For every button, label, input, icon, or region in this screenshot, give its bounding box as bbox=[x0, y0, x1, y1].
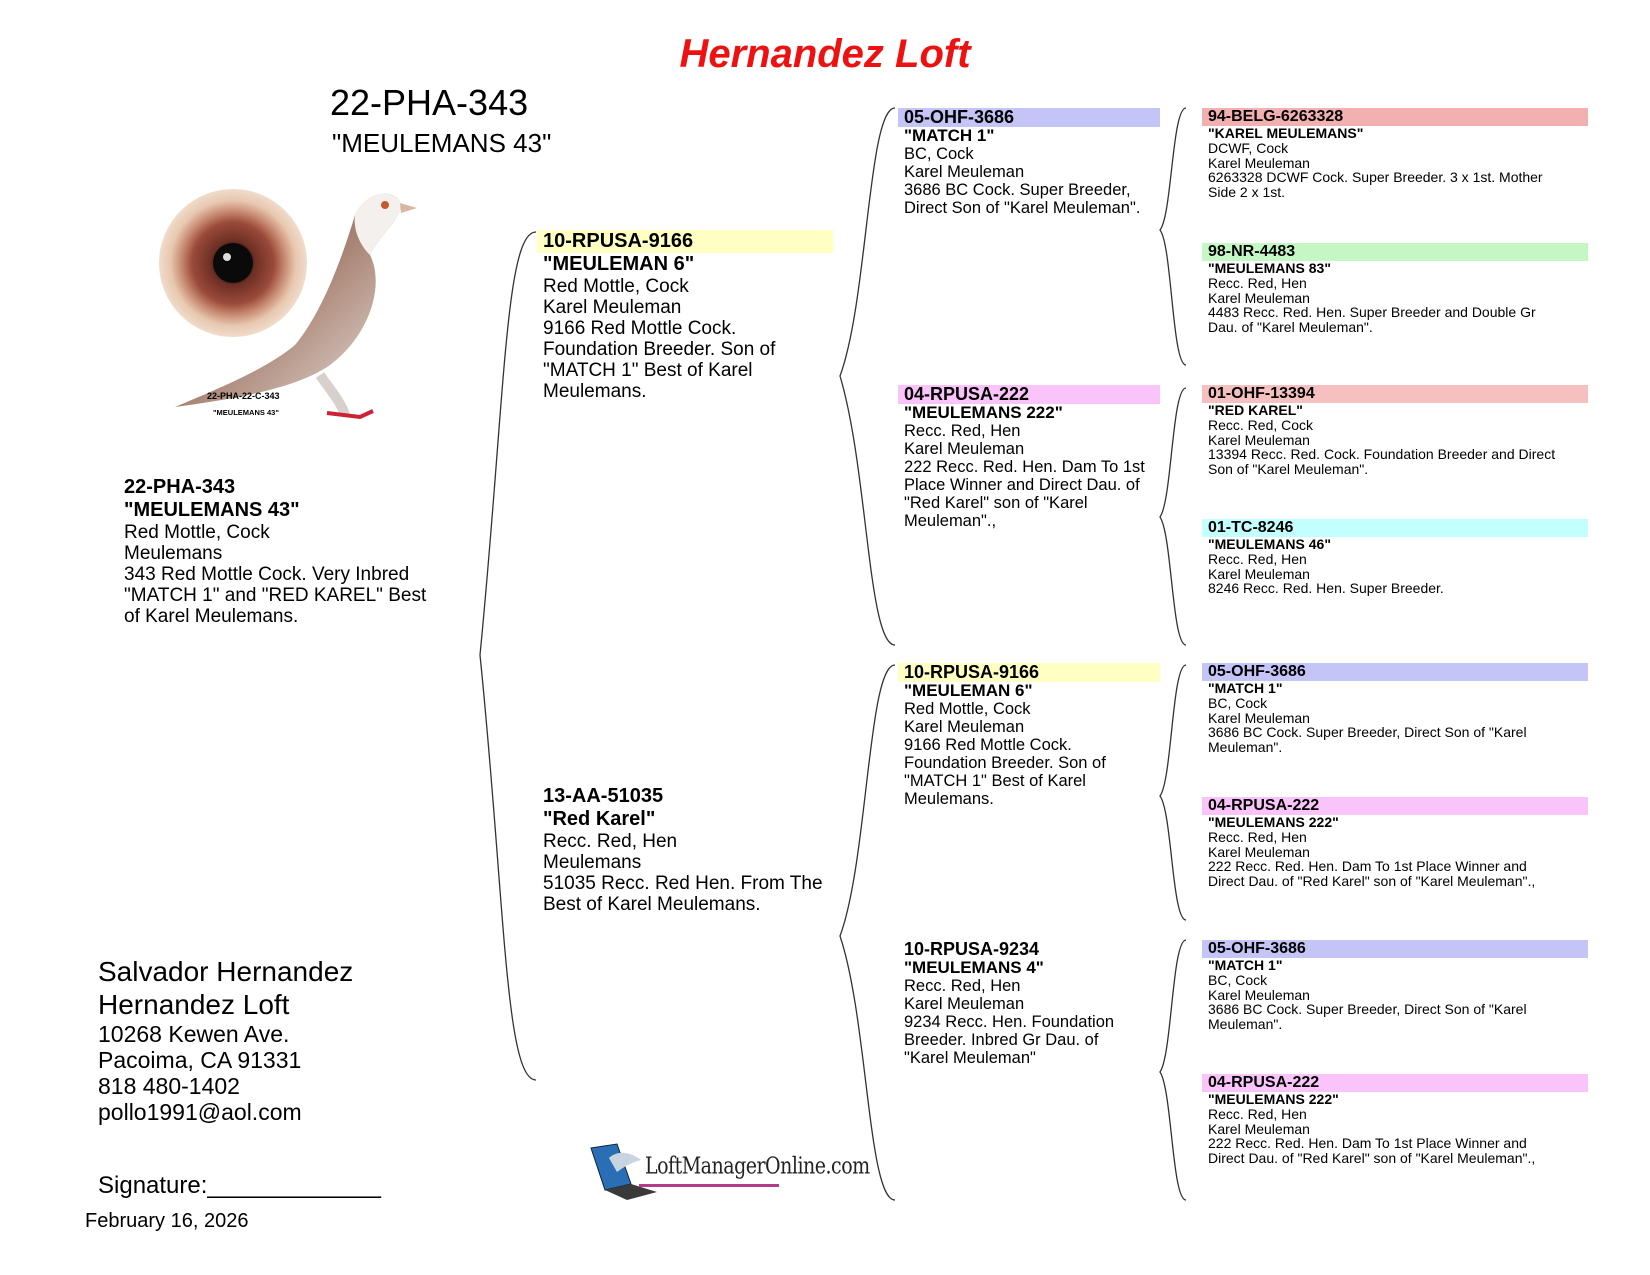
gen4-line: Meuleman". bbox=[1208, 1015, 1283, 1032]
gen4-bird-2 bbox=[1208, 243, 1588, 334]
gen3-line: Foundation Breeder. Son of bbox=[904, 754, 1106, 772]
brace-gen3-3 bbox=[1160, 665, 1186, 920]
gen4-line: 3686 BC Cock. Super Breeder, Direct Son of "Karel bbox=[1208, 1001, 1527, 1017]
subject-bird bbox=[124, 476, 484, 627]
gen4-name: "KAREL MEULEMANS" bbox=[1208, 125, 1364, 141]
brace-gen3-1 bbox=[1160, 108, 1186, 365]
owner-contact bbox=[98, 955, 353, 1125]
sire-line: 9166 Red Mottle Cock. bbox=[543, 318, 737, 339]
gen4-line: Karel Meuleman bbox=[1208, 431, 1310, 448]
signature-line: Signature:_____________ bbox=[98, 1172, 381, 1199]
gen3-line: BC, Cock bbox=[904, 145, 974, 163]
logo-text: LoftManagerOnline.com bbox=[645, 1152, 870, 1180]
sire-line: "MATCH 1" Best of Karel bbox=[543, 360, 753, 381]
gen4-line: Recc. Red, Hen bbox=[1208, 275, 1307, 291]
gen4-name: "MATCH 1" bbox=[1208, 957, 1283, 973]
brace-gen3-4 bbox=[1160, 940, 1186, 1200]
gen3-line: Direct Son of "Karel Meuleman". bbox=[904, 199, 1141, 217]
gen3-bird-4 bbox=[904, 940, 1160, 1067]
gen4-bird-8 bbox=[1208, 1074, 1588, 1165]
gen4-line: Recc. Red, Hen bbox=[1208, 829, 1307, 845]
brace-gen3-2 bbox=[1160, 388, 1186, 645]
gen4-band: 94-BELG-6263328 bbox=[1202, 108, 1588, 126]
gen3-line: 9166 Red Mottle Cock. bbox=[904, 736, 1072, 754]
gen4-line: 13394 Recc. Red. Cock. Foundation Breeder and Direct bbox=[1208, 446, 1556, 462]
gen4-name: "MATCH 1" bbox=[1208, 680, 1283, 696]
gen3-line: Karel Meuleman bbox=[904, 718, 1025, 736]
gen4-line: Recc. Red, Cock bbox=[1208, 417, 1314, 433]
gen4-line: 222 Recc. Red. Hen. Dam To 1st Place Winner and bbox=[1208, 1135, 1527, 1151]
subject-band: 22-PHA-343 bbox=[124, 476, 236, 498]
gen3-bird-2 bbox=[904, 385, 1160, 530]
dam-line: Best of Karel Meulemans. bbox=[543, 894, 761, 915]
subject-line: 343 Red Mottle Cock. Very Inbred bbox=[124, 564, 410, 585]
subject-name: "MEULEMANS 43" bbox=[124, 499, 300, 521]
sire-name: "MEULEMAN 6" bbox=[543, 253, 695, 275]
subject-line: "MATCH 1" and "RED KAREL" Best bbox=[124, 585, 427, 606]
gen4-line: 4483 Recc. Red. Hen. Super Breeder and Double Gr bbox=[1208, 304, 1536, 320]
gen3-name: "MEULEMAN 6" bbox=[904, 681, 1033, 700]
gen4-name: "RED KAREL" bbox=[1208, 402, 1303, 418]
subject-line: of Karel Meulemans. bbox=[124, 606, 299, 627]
gen3-name: "MEULEMANS 4" bbox=[904, 958, 1044, 977]
gen4-bird-3 bbox=[1208, 385, 1588, 476]
gen3-line: Karel Meuleman bbox=[904, 440, 1025, 458]
main-band-number: 22-PHA-343 bbox=[330, 82, 529, 123]
owner-phone: 818 480-1402 bbox=[98, 1073, 240, 1099]
gen4-band: 01-OHF-13394 bbox=[1202, 385, 1588, 403]
gen3-band: 05-OHF-3686 bbox=[898, 108, 1160, 127]
gen3-line: Karel Meuleman bbox=[904, 995, 1025, 1013]
gen3-name: "MATCH 1" bbox=[904, 126, 995, 145]
gen4-name: "MEULEMANS 83" bbox=[1208, 260, 1331, 276]
photo-caption-band: 22-PHA-22-C-343 bbox=[207, 391, 280, 401]
gen4-line: BC, Cock bbox=[1208, 972, 1268, 988]
gen3-bird-1 bbox=[904, 108, 1160, 217]
gen4-band: 01-TC-8246 bbox=[1202, 519, 1588, 537]
owner-name: Salvador Hernandez bbox=[98, 956, 354, 987]
gen3-line: Breeder. Inbred Gr Dau. of bbox=[904, 1031, 1099, 1049]
sire-line: Foundation Breeder. Son of bbox=[543, 339, 776, 360]
gen3-band: 10-RPUSA-9234 bbox=[904, 939, 1040, 959]
sire-line: Karel Meuleman bbox=[543, 297, 682, 318]
gen4-line: Karel Meuleman bbox=[1208, 709, 1310, 726]
gen3-line: Place Winner and Direct Dau. of bbox=[904, 476, 1140, 494]
dam-line: Meulemans bbox=[543, 852, 642, 873]
gen4-band: 05-OHF-3686 bbox=[1202, 663, 1588, 681]
gen3-band: 10-RPUSA-9166 bbox=[898, 663, 1160, 682]
loftmanager-logo bbox=[587, 1140, 870, 1202]
gen4-line: Recc. Red, Hen bbox=[1208, 551, 1307, 567]
gen4-band: 04-RPUSA-222 bbox=[1202, 797, 1588, 815]
gen3-line: Meulemans. bbox=[904, 790, 994, 808]
gen3-line: 9234 Recc. Hen. Foundation bbox=[904, 1013, 1115, 1031]
owner-city: Pacoima, CA 91331 bbox=[98, 1047, 302, 1073]
gen4-bird-4 bbox=[1208, 519, 1588, 596]
gen4-line: Direct Dau. of "Red Karel" son of "Karel Meuleman"., bbox=[1208, 1149, 1536, 1166]
owner-address: 10268 Kewen Ave. bbox=[98, 1021, 290, 1047]
sire-line: Red Mottle, Cock bbox=[543, 276, 689, 297]
gen4-name: "MEULEMANS 46" bbox=[1208, 536, 1331, 552]
owner-loft: Hernandez Loft bbox=[98, 989, 290, 1020]
gen4-line: 8246 Recc. Red. Hen. Super Breeder. bbox=[1208, 580, 1444, 596]
gen4-line: Karel Meuleman bbox=[1208, 1120, 1310, 1137]
gen4-line: Recc. Red, Hen bbox=[1208, 1106, 1307, 1122]
gen3-line: "Red Karel" son of "Karel bbox=[904, 494, 1088, 512]
gen3-line: Karel Meuleman bbox=[904, 163, 1025, 181]
gen4-bird-5 bbox=[1208, 663, 1588, 754]
gen3-line: Recc. Red, Hen bbox=[904, 422, 1021, 440]
gen4-band: 04-RPUSA-222 bbox=[1202, 1074, 1588, 1092]
gen4-line: Karel Meuleman bbox=[1208, 289, 1310, 306]
gen4-bird-7 bbox=[1208, 940, 1588, 1031]
gen4-bird-6 bbox=[1208, 797, 1588, 888]
gen3-line: "Karel Meuleman" bbox=[904, 1049, 1036, 1067]
brace-gen2-dam bbox=[840, 665, 895, 1200]
loft-title: Hernandez Loft bbox=[679, 32, 971, 76]
gen3-bird-3 bbox=[904, 663, 1160, 808]
gen4-line: Direct Dau. of "Red Karel" son of "Karel Meuleman"., bbox=[1208, 872, 1536, 889]
subject-line: Red Mottle, Cock bbox=[124, 522, 270, 543]
gen4-band: 98-NR-4483 bbox=[1202, 243, 1588, 261]
gen4-line: Son of "Karel Meuleman". bbox=[1208, 460, 1369, 477]
gen4-line: 6263328 DCWF Cock. Super Breeder. 3 x 1st. Mother bbox=[1208, 169, 1543, 185]
gen4-line: Karel Meuleman bbox=[1208, 986, 1310, 1003]
gen3-line: Recc. Red, Hen bbox=[904, 977, 1021, 995]
gen3-line: Red Mottle, Cock bbox=[904, 700, 1031, 718]
gen4-name: "MEULEMANS 222" bbox=[1208, 814, 1339, 830]
print-date: February 16, 2026 bbox=[85, 1210, 249, 1232]
dam-name: "Red Karel" bbox=[543, 808, 656, 830]
dam-band: 13-AA-51035 bbox=[543, 785, 664, 807]
gen3-line: 222 Recc. Red. Hen. Dam To 1st bbox=[904, 458, 1145, 476]
sire-bird bbox=[543, 230, 833, 402]
brace-gen1 bbox=[480, 232, 536, 1080]
gen4-line: DCWF, Cock bbox=[1208, 140, 1289, 156]
gen4-name: "MEULEMANS 222" bbox=[1208, 1091, 1339, 1107]
owner-email: pollo1991@aol.com bbox=[98, 1099, 302, 1125]
brace-gen2-sire bbox=[840, 108, 895, 645]
dam-bird bbox=[543, 785, 843, 915]
gen4-bird-1 bbox=[1208, 108, 1588, 199]
subject-line: Meulemans bbox=[124, 543, 223, 564]
dam-line: Recc. Red, Hen bbox=[543, 831, 678, 852]
sire-band: 10-RPUSA-9166 bbox=[537, 230, 833, 253]
gen3-band: 04-RPUSA-222 bbox=[898, 385, 1160, 404]
gen4-line: Meuleman". bbox=[1208, 738, 1283, 755]
gen4-line: 3686 BC Cock. Super Breeder, Direct Son of "Karel bbox=[1208, 724, 1527, 740]
gen4-line: 222 Recc. Red. Hen. Dam To 1st Place Winner and bbox=[1208, 858, 1527, 874]
gen4-line: Karel Meuleman bbox=[1208, 843, 1310, 860]
gen3-line: 3686 BC Cock. Super Breeder, bbox=[904, 181, 1131, 199]
gen4-line: Karel Meuleman bbox=[1208, 154, 1310, 171]
gen4-line: BC, Cock bbox=[1208, 695, 1268, 711]
gen3-name: "MEULEMANS 222" bbox=[904, 403, 1063, 422]
gen3-line: "MATCH 1" Best of Karel bbox=[904, 772, 1086, 790]
gen4-band: 05-OHF-3686 bbox=[1202, 940, 1588, 958]
gen4-line: Dau. of "Karel Meuleman". bbox=[1208, 318, 1373, 335]
sire-line: Meulemans. bbox=[543, 381, 647, 402]
gen3-line: Meuleman"., bbox=[904, 512, 997, 530]
main-bird-name: "MEULEMANS 43" bbox=[332, 128, 552, 158]
photo-caption-name: "MEULEMANS 43" bbox=[213, 408, 279, 417]
gen4-line: Side 2 x 1st. bbox=[1208, 183, 1286, 200]
gen4-line: Karel Meuleman bbox=[1208, 565, 1310, 582]
dam-line: 51035 Recc. Red Hen. From The bbox=[543, 873, 823, 894]
